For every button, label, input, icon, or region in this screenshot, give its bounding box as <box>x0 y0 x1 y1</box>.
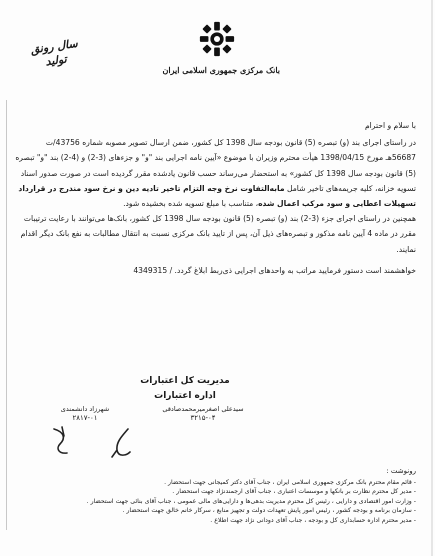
body-paragraphs <box>14 135 416 257</box>
handwritten-signature-right <box>108 426 136 460</box>
bank-name: بانک مرکزی جمهوری اسلامی ایران <box>162 65 280 75</box>
greeting: با سلام و احترام <box>364 121 416 130</box>
bold-text-run: مابه‌التفاوت نرخ وجه التزام تاخیر تادیه دین و نرخ سود مندرج در قرارداد تسهیلات اعطایی و سود مرکب اعمال شده <box>18 183 416 209</box>
page-edge-line <box>6 100 7 530</box>
cc-title: رونوشت : <box>386 467 416 475</box>
signatory-left-code: ۲۸۱۷-۰۱ <box>72 414 98 422</box>
signatory-right-code: ۳۲۱۵-۰۴ <box>190 414 216 422</box>
signatory-right <box>158 405 248 422</box>
signature-department: مدیریت کل اعتبارات <box>140 376 230 386</box>
cc-line: - سازمان برنامه و بودجه کشور ، رئیس امور پایش تعهدات دولت و تجهیز منابع ، سرکار خانم خالق جهت استحضار . <box>122 507 416 515</box>
letterhead <box>162 20 280 82</box>
central-bank-logo-icon <box>198 20 236 58</box>
cc-line: - وزارت امور اقتصادی و دارایی ، رئیس کل محترم مدیریت بدهی‌ها و دارایی‌های مالی عمومی ، جناب آقای بنائی جهت استحضار . <box>86 497 416 505</box>
page-edge-shadow <box>431 0 433 556</box>
signatory-left <box>40 405 130 422</box>
text-run: در راستای اجرای بند (و) تبصره (5) قانون بودجه سال 1398 کل کشور، ضمن ارسال تصویر مصوبه شماره 43756/ت 56687هـ مورخ 1398/04/15 هیأت محترم وزیران با موضوع «آیین نامه اجرایی بند "و" و جزءهای (3-2) و (4-2) بند "و" تبصره (5) قانون بودجه سال 1398 کل کشور» به استحضار می‌رساند حسب قانون یادشده مقرر گردیده است در صورت صدور اسناد تسویه خزانه، کلیه جریمه‌های تاخیر شامل <box>15 138 416 193</box>
slogan-line-1: سال رونق <box>29 36 79 57</box>
cc-line: - مدیر کل محترم نظارت بر بانکها و موسسات اعتباری ، جناب آقای ارجمندنژاد جهت استحضار . <box>172 488 416 496</box>
signature-block <box>95 374 275 404</box>
letter-body <box>14 118 416 278</box>
signature-office: اداره اعتبارات <box>154 391 216 401</box>
cc-line: - قائم مقام محترم بانک مرکزی جمهوری اسلامی ایران ، جناب آقای دکتر کمیجانی جهت استحضار . <box>164 478 416 486</box>
signatory-right-name: سیدعلی اصغرمیرمحمدصادقی <box>162 405 244 413</box>
closing-line: خواهشمند است دستور فرمایید مراتب به واحدهای اجرایی ذی‌ربط ابلاغ گردد. / 4349315 <box>133 265 416 275</box>
signatory-left-name: شهرزاد دانشمندی <box>60 405 110 413</box>
text-run: ، متناسب با مبلغ تسویه شده بخشیده شود. <box>123 199 259 209</box>
body-paragraph <box>14 211 416 257</box>
body-paragraph <box>14 135 416 211</box>
text-run: همچنین در راستای اجرای جزء (3-2) بند (و) تبصره (5) قانون بودجه سال 1398 کل کشور، بانک‌ها می‌توانند با رعایت ترتیبات مقرر در ماده 4 آیین نامه مذکور و تبصره‌های ذیل آن، پس از تایید بانک مرکزی نسبت به انتقال مطالبات به نفع بانک دیگر اقدام نمایند. <box>20 214 416 254</box>
slogan-line-2: تولید <box>44 52 68 69</box>
cc-line: - مدیر محترم اداره حسابداری کل و بودجه ، جناب آقای دودانی نژاد جهت اطلاع . <box>210 516 416 524</box>
handwritten-signature-left <box>48 424 76 458</box>
cc-list <box>14 467 416 526</box>
year-slogan <box>20 35 93 84</box>
